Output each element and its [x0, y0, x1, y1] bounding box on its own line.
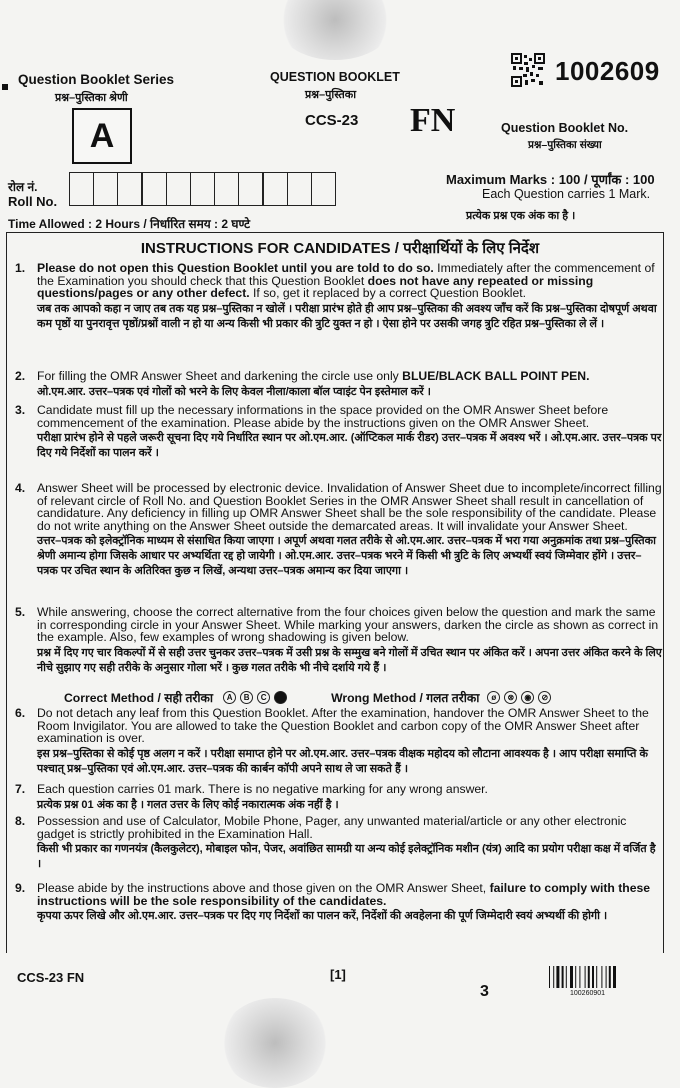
instruction-item-4 [15, 481, 662, 579]
barcode-text: 100260901 [570, 990, 606, 997]
footer-page-number: [1] [330, 967, 346, 982]
item-text-hi: इस प्रश्न–पुस्तिका से कोई पृष्ठ अलग न करें । परीक्षा समाप्त होने पर ओ.एम.आर. उत्तर–पत्रक वीक्षक महोदय को लौटाना आवश्यक है । आप परीक्षा समाप्ति के पश्चात् प्रश्न–पुस्तिका एवं ओ.एम.आर. उत्तर–पत्रक की कार्बन कॉपी अपने साथ ले जा सकते हैं । [37, 747, 648, 775]
item-text-en: Please abide by the instructions above and those given on the OMR Answer Sheet, failure to comply with these instructions will be the sole responsibility of the candidates. [37, 881, 651, 908]
top-seal-watermark [275, 0, 395, 60]
roll-box[interactable] [262, 172, 288, 206]
item-text-en: Each question carries 01 mark. There is no negative marking for any wrong answer. [37, 782, 488, 796]
item-text-en: Please do not open this Question Booklet until you are told to do so. Immediately after the commencement of the Examination you should check that this Question Booklet does not have any repeated or missing questions/pages or any other defect. If so, get it replaced by a correct Question Booklet. [37, 261, 655, 301]
item-text-en: For filling the OMR Answer Sheet and darkening the circle use only BLUE/BLACK BALL POINT PEN. [37, 369, 590, 383]
cross-circle-icon: ⊗ [504, 691, 517, 704]
item-text-en: While answering, choose the correct alternative from the four choices given below the question and mark the same in corresponding circle in your Answer Sheet. While marking your answers, darken the circle as shown as correct in the example. Also, few examples of wrong shadowing is given below. [37, 605, 659, 645]
roll-box[interactable] [117, 172, 143, 206]
footer-sheet-number: 3 [480, 983, 489, 1000]
booklet-code: CCS-23 [305, 112, 359, 129]
item-number: 7. [15, 782, 26, 796]
correct-method-label: Correct Method / सही तरीका [64, 691, 214, 705]
roll-box[interactable] [238, 172, 264, 206]
filled-circle-icon [274, 691, 287, 704]
item-text-hi: उत्तर–पत्रक को इलेक्ट्रॉनिक माध्यम से संसाधित किया जाएगा । अपूर्ण अथवा गलत तरीके से ओ.एम.आर. उत्तर–पत्रक में भरा गया अनुक्रमांक तथा प्रश्न–पुस्तिका श्रेणी अमान्य होगा जिसके आधार पर अभ्यर्थिता रद्द हो जायेगी । ओ.एम.आर. उत्तर–पत्रक भरने में किसी भी त्रुटि के लिए अभ्यर्थी स्वयं जिम्मेवार होंगे । उत्तर–पत्रक पर उचित स्थान के अतिरिक्त कुछ न लिखें, अन्यथा उत्तर–पत्रक अमान्य कर दिया जाएगा । [37, 535, 656, 578]
item-text-hi: परीक्षा प्रारंभ होने से पहले जरूरी सूचना दिए गये निर्धारित स्थान पर ओ.एम.आर. (ऑप्टिकल मार्क रीडर) उत्तर–पत्रक में अवश्य भरें । ओ.एम.आर. उत्तर–पत्रक पर दिए गये निर्देशों का पालन करें । [37, 432, 662, 460]
wrong-method-label: Wrong Method / गलत तरीका [331, 691, 480, 705]
series-value-box: A [72, 108, 132, 164]
series-label-en: Question Booklet Series [18, 72, 175, 87]
instruction-item-8 [15, 814, 662, 872]
series-label-hi: प्रश्न–पुस्तिका श्रेणी [55, 92, 128, 104]
roll-number-boxes[interactable] [70, 172, 336, 206]
roll-box[interactable] [141, 172, 167, 206]
roll-box[interactable] [93, 172, 119, 206]
roll-box[interactable] [190, 172, 216, 206]
slash-circle-icon: ⊘ [538, 691, 551, 704]
option-a-circle-icon: A [223, 691, 236, 704]
item-text-hi: किसी भी प्रकार का गणनयंत्र (कैलकुलेटर), मोबाइल फोन, पेजर, अवांछित सामग्री या अन्य कोई इलेक्ट्रॉनिक मशीन (यंत्र) आदि का प्रयोग परीक्षा कक्ष में वर्जित है । [37, 843, 656, 871]
item-text-hi: प्रश्न में दिए गए चार विकल्पों में से सही उत्तर चुनकर उत्तर–पत्रक में उसी प्रश्न के सम्मुख बने गोलों में उचित स्थान पर अंकित करें । अपना उत्तर अंकित करने के लिए नीचे सुझाए गए सही तरीके के अनुसार गोला भरें । कुछ गलत तरीके भी नीचे दर्शाये गये हैं । [37, 646, 662, 674]
booklet-title-en: QUESTION BOOKLET [270, 70, 400, 84]
each-question-en: Each Question carries 1 Mark. [482, 187, 651, 201]
item-text-hi: जब तक आपको कहा न जाए तब तक यह प्रश्न–पुस्तिका न खोलें । परीक्षा प्रारंभ होते ही आप प्रश्न–पुस्तिका की अवश्य जाँच करें कि प्रश्न–पुस्तिका दोषपूर्ण अथवा कम पृष्ठों या पुनरावृत्त पृष्ठों/प्रश्नों वाली न हो या अन्य किसी भी प्रकार की त्रुटि युक्त न हो । ऐसा होने पर उसकी जगह त्रुटि रहित प्रश्न–पुस्तिका ले लें । [37, 302, 657, 330]
item-text-hi: प्रत्येक प्रश्न 01 अंक का है । गलत उत्तर के लिए कोई नकारात्मक अंक नहीं है । [37, 798, 339, 811]
roll-label-en: Roll No. [8, 194, 58, 209]
option-c-circle-icon: C [257, 691, 270, 704]
item-number: 4. [15, 481, 26, 495]
instruction-item-9 [15, 881, 662, 924]
item-number: 1. [15, 261, 26, 275]
roll-box[interactable] [311, 172, 337, 206]
item-number: 2. [15, 369, 26, 383]
max-marks: Maximum Marks : 100 / पूर्णांक : 100 [446, 172, 655, 187]
instruction-item-1 [15, 261, 662, 332]
marking-methods [64, 689, 555, 706]
item-text-hi: ओ.एम.आर. उत्तर–पत्रक एवं गोलों को भरने के लिए केवल नीला/काला बॉल प्वाइंट पेन इस्तेमाल करें । [37, 385, 431, 398]
qr-code-icon [511, 53, 545, 87]
footer-code: CCS-23 FN [17, 970, 85, 985]
instruction-item-3 [15, 403, 662, 461]
roll-label-hi: रोल नं. [8, 180, 38, 194]
each-question-hi: प्रत्येक प्रश्न एक अंक का है । [466, 210, 576, 222]
instruction-item-6 [15, 706, 662, 777]
item-text-en: Possession and use of Calculator, Mobile Phone, Pager, any unwanted material/article or any other electronic gadget is strictly prohibited in the Examination Hall. [37, 814, 627, 841]
item-text-en: Answer Sheet will be processed by electronic device. Invalidation of Answer Sheet due to incomplete/incorrect filling of relevant circle of Roll No. and Question Booklet Series in the OMR Answer Sheet shall result in cancellation of candidature. Any deficiency in filling up OMR Answer Sheet shall be the sole responsibility of the candidate. Please do not write anything on the Answer Sheet outside the demarcated areas. It will invalidate your Answer Sheet. [37, 481, 662, 533]
roll-box[interactable] [214, 172, 240, 206]
roll-box[interactable] [166, 172, 192, 206]
item-number: 6. [15, 706, 26, 720]
item-text-en: Candidate must fill up the necessary informations in the space provided on the OMR Answer Sheet before commencement of the examination. Please abide by the instructions given on the OMR Answer Sheet. [37, 403, 609, 430]
roll-box[interactable] [287, 172, 313, 206]
barcode-icon [549, 966, 633, 988]
booklet-set: FN [410, 102, 456, 139]
option-b-circle-icon: B [240, 691, 253, 704]
corner-dot [2, 84, 8, 90]
item-number: 3. [15, 403, 26, 417]
instruction-item-7 [15, 782, 662, 813]
item-text-hi: कृपया ऊपर लिखे और ओ.एम.आर. उत्तर–पत्रक पर दिए गए निर्देशों का पालन करें, निर्देशों की अवहेलना की पूर्ण जिम्मेदारी स्वयं अभ्यर्थी की होगी । [37, 910, 608, 923]
instruction-item-5 [15, 605, 662, 676]
dot-circle-icon: ◉ [521, 691, 534, 704]
bottom-seal-watermark [220, 998, 330, 1088]
tick-circle-icon: ø [487, 691, 500, 704]
item-number: 9. [15, 881, 26, 895]
booklet-no-label-hi: प्रश्न–पुस्तिका संख्या [528, 139, 602, 151]
instructions-title: INSTRUCTIONS FOR CANDIDATES / परीक्षार्थियों के लिए निर्देश [140, 240, 540, 257]
roll-box[interactable] [69, 172, 95, 206]
booklet-title-hi: प्रश्न–पुस्तिका [305, 89, 357, 101]
item-number: 8. [15, 814, 26, 828]
booklet-no-label-en: Question Booklet No. [501, 121, 629, 135]
item-text-en: Do not detach any leaf from this Question Booklet. After the examination, handover the OMR Answer Sheet to the Room Invigilator. You are allowed to take the Question Booklet and carbon copy of the OMR Answer Sheet after examination is over. [37, 706, 649, 746]
time-allowed: Time Allowed : 2 Hours / निर्धारित समय : 2 घण्टे [8, 217, 251, 231]
booklet-number: 1002609 [555, 56, 660, 86]
item-number: 5. [15, 605, 26, 619]
instruction-item-2 [15, 369, 662, 400]
